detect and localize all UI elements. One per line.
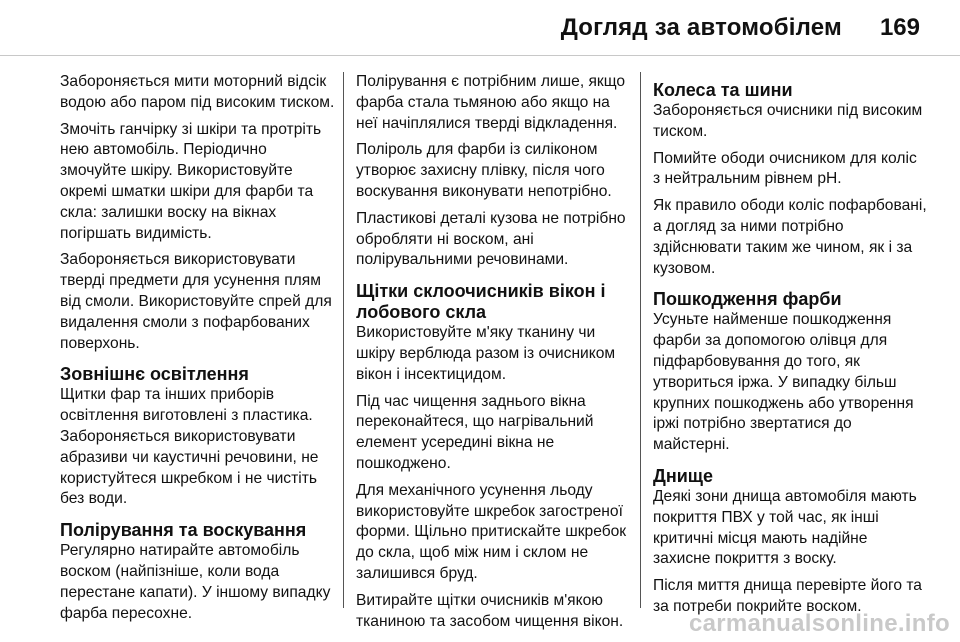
paragraph: Використовуйте м'яку тканину чи шкіру верблюда разом із очисником вікон і інсектицидом. [356,324,616,383]
paragraph: Поліроль для фарби із силіконом утворює захисну плівку, після чого воскування виконувати непотрібно. [356,141,612,200]
section-heading-lighting: Зовнішнє освітлення [60,364,249,385]
watermark: carmanualsonline.info [688,610,950,637]
paragraph: Регулярно натирайте автомобіль воском (найпізніше, коли вода перестане капати). У іншому випадку фарба пересохне. [60,542,331,622]
section-heading-wheels: Колеса та шини [653,80,793,100]
section-heading-wipers: Щітки склоочисників вікон і лобового скла [356,281,606,323]
paragraph: Змочіть ганчірку зі шкіри та протріть нею автомобіль. Періодично змочуйте шкіру. Використовуйте окремі шматки шкіри для фарби та скла: залишки воску на вікнах погіршать видимість. [60,120,322,242]
paragraph: Після миття днища перевірте його та за потреби покрийте воском. [653,577,922,615]
page-number: 169 [879,14,920,41]
column-divider [640,72,641,608]
header-divider [0,55,960,56]
column-2 [356,72,630,638]
paragraph: Забороняється очисники під високим тиском. [653,102,923,140]
paragraph: Пластикові деталі кузова не потрібно обробляти ні воском, ані полірувальними речовинами. [356,209,626,269]
section-heading-paint-damage: Пошкодження фарби [653,289,842,310]
paragraph: Забороняється мити моторний відсік водою або паром під високим тиском. [60,73,335,111]
paragraph: Помийте ободи очисником для коліс з нейтральним рівнем pH. [653,149,917,188]
paragraph: Полірування є потрібним лише, якщо фарба стала тьмяною або якщо на неї начіплялися тверді відкладення. [356,73,626,132]
paragraph: Під час чищення заднього вікна переконайтеся, що нагрівальний елемент усередині вікна не пошкоджено. [356,392,594,472]
column-3 [653,72,928,624]
paragraph: Забороняється використовувати тверді предмети для усунення плям від смоли. Використовуйте спрей для видалення смоли з пофарбованих поверхонь. [60,251,332,352]
column-1 [60,72,336,630]
section-heading-underbody: Днище [653,465,713,486]
paragraph: Деякі зони днища автомобіля мають покриття ПВХ у той час, як інші критичні місця мають надійне захисне покриття з воску. [653,487,917,568]
paragraph: Витирайте щітки очисників м'якою тканиною та засобом чищення вікон. [356,591,624,630]
column-divider [343,72,344,608]
paragraph: Усуньте найменше пошкодження фарби за допомогою олівця для підфарбовування до того, як утвориться іржа. У випадку більш крупних пошкоджень або утворення іржі потрібно звертатися до майстерні. [653,311,914,454]
page-header [0,0,960,62]
paragraph: Для механічного усунення льоду використовуйте шкребок загостреної форми. Щільно притискайте шкребок до скла, щоб між ним і склом не залишився бруд. [356,481,627,582]
header-title: Догляд за автомобілем [560,14,842,41]
paragraph: Як правило ободи коліс пофарбовані, а догляд за ними потрібно здійснювати таким же чином, як і за кузовом. [653,197,927,277]
paragraph: Щитки фар та інших приборів освітлення виготовлені з пластика. Забороняється використовувати абразиви чи каустичні речовини, не користуйтеся шкребком і не чистіть без води. [60,386,319,508]
section-heading-polishing: Полірування та воскування [60,520,307,541]
